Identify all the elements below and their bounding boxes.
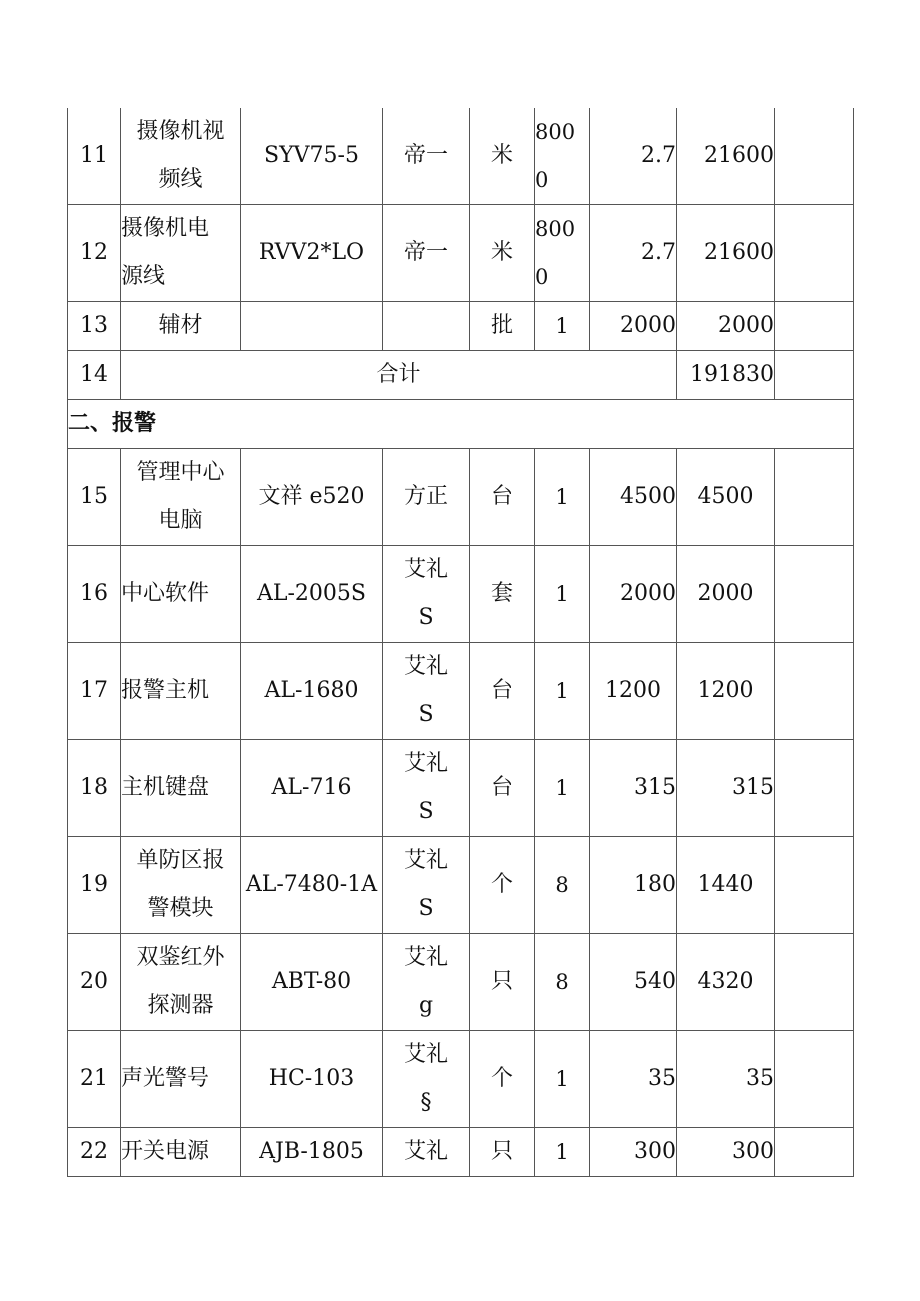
- item-note: [775, 740, 854, 837]
- item-quantity: 1: [535, 1128, 590, 1177]
- item-brand: 艾礼: [383, 1128, 470, 1177]
- item-quantity: 8: [535, 837, 590, 934]
- table-row: [68, 302, 854, 351]
- item-name: 主机键盘: [121, 740, 241, 837]
- table-row: [68, 837, 854, 934]
- item-name: 双鉴红外 探测器: [121, 934, 241, 1031]
- item-amount: 2000: [677, 546, 775, 643]
- item-model: HC-103: [241, 1031, 383, 1128]
- item-model: AL-1680: [241, 643, 383, 740]
- row-number: 20: [68, 934, 121, 1031]
- item-quantity: 1: [535, 740, 590, 837]
- item-unit: 只: [470, 1128, 535, 1177]
- item-unit-price: 4500: [590, 449, 677, 546]
- item-model: AL-2005S: [241, 546, 383, 643]
- item-unit-price: 2000: [590, 546, 677, 643]
- row-number: 21: [68, 1031, 121, 1128]
- row-number: 17: [68, 643, 121, 740]
- item-unit-price: 300: [590, 1128, 677, 1177]
- item-unit: 台: [470, 740, 535, 837]
- item-brand: 方正: [383, 449, 470, 546]
- item-quantity: 800 0: [535, 108, 590, 205]
- item-amount: 315: [677, 740, 775, 837]
- total-row: [68, 351, 854, 400]
- item-unit-price: 315: [590, 740, 677, 837]
- item-unit: 米: [470, 108, 535, 205]
- row-number: 19: [68, 837, 121, 934]
- item-amount: 4320: [677, 934, 775, 1031]
- item-unit: 台: [470, 449, 535, 546]
- item-model: ABT-80: [241, 934, 383, 1031]
- item-amount: 21600: [677, 205, 775, 302]
- item-note: [775, 546, 854, 643]
- item-name: 管理中心 电脑: [121, 449, 241, 546]
- table-row: [68, 546, 854, 643]
- item-quantity: 800 0: [535, 205, 590, 302]
- item-name: 单防区报 警模块: [121, 837, 241, 934]
- item-unit: 台: [470, 643, 535, 740]
- total-amount: 191830: [677, 351, 775, 400]
- item-name: 声光警号: [121, 1031, 241, 1128]
- item-note: [775, 302, 854, 351]
- row-number: 22: [68, 1128, 121, 1177]
- item-brand: [383, 302, 470, 351]
- item-amount: 21600: [677, 108, 775, 205]
- item-name: 报警主机: [121, 643, 241, 740]
- item-unit: 套: [470, 546, 535, 643]
- row-number: 16: [68, 546, 121, 643]
- item-model: 文祥 e520: [241, 449, 383, 546]
- equipment-table: [67, 108, 854, 1177]
- item-note: [775, 205, 854, 302]
- table-row: [68, 643, 854, 740]
- item-model: AL-7480-1A: [241, 837, 383, 934]
- item-brand: 艾礼 g: [383, 934, 470, 1031]
- item-amount: 1200: [677, 643, 775, 740]
- item-quantity: 1: [535, 546, 590, 643]
- item-unit: 米: [470, 205, 535, 302]
- table-row: [68, 1128, 854, 1177]
- item-amount: 2000: [677, 302, 775, 351]
- item-unit: 个: [470, 1031, 535, 1128]
- item-unit-price: 180: [590, 837, 677, 934]
- item-name: 中心软件: [121, 546, 241, 643]
- item-name: 摄像机电 源线: [121, 205, 241, 302]
- item-note: [775, 643, 854, 740]
- item-note: [775, 1031, 854, 1128]
- item-quantity: 8: [535, 934, 590, 1031]
- item-unit-price: 2000: [590, 302, 677, 351]
- section-header-row: [68, 400, 854, 449]
- table-row: [68, 108, 854, 205]
- item-note: [775, 837, 854, 934]
- item-quantity: 1: [535, 302, 590, 351]
- table-row: [68, 934, 854, 1031]
- row-number: 18: [68, 740, 121, 837]
- item-note: [775, 934, 854, 1031]
- item-unit-price: 540: [590, 934, 677, 1031]
- item-note: [775, 108, 854, 205]
- table-row: [68, 449, 854, 546]
- item-brand: 艾礼 S: [383, 837, 470, 934]
- row-number: 12: [68, 205, 121, 302]
- item-unit-price: 1200: [590, 643, 677, 740]
- item-unit: 只: [470, 934, 535, 1031]
- item-brand: 艾礼 S: [383, 546, 470, 643]
- item-amount: 1440: [677, 837, 775, 934]
- item-brand: 帝一: [383, 108, 470, 205]
- section-title: 二、报警: [68, 400, 854, 449]
- item-unit: 批: [470, 302, 535, 351]
- row-number: 14: [68, 351, 121, 400]
- item-unit-price: 2.7: [590, 205, 677, 302]
- item-brand: 艾礼 S: [383, 740, 470, 837]
- item-unit: 个: [470, 837, 535, 934]
- item-brand: 帝一: [383, 205, 470, 302]
- item-amount: 4500: [677, 449, 775, 546]
- item-amount: 35: [677, 1031, 775, 1128]
- item-unit-price: 35: [590, 1031, 677, 1128]
- item-brand: 艾礼 S: [383, 643, 470, 740]
- table-row: [68, 205, 854, 302]
- row-number: 15: [68, 449, 121, 546]
- item-model: AJB-1805: [241, 1128, 383, 1177]
- item-unit-price: 2.7: [590, 108, 677, 205]
- item-quantity: 1: [535, 643, 590, 740]
- item-name: 开关电源: [121, 1128, 241, 1177]
- item-model: SYV75-5: [241, 108, 383, 205]
- item-name: 辅材: [121, 302, 241, 351]
- item-quantity: 1: [535, 1031, 590, 1128]
- item-note: [775, 449, 854, 546]
- item-model: [241, 302, 383, 351]
- table-row: [68, 740, 854, 837]
- item-quantity: 1: [535, 449, 590, 546]
- total-note: [775, 351, 854, 400]
- row-number: 13: [68, 302, 121, 351]
- item-note: [775, 1128, 854, 1177]
- row-number: 11: [68, 108, 121, 205]
- total-label: 合计: [121, 351, 677, 400]
- item-name: 摄像机视 频线: [121, 108, 241, 205]
- item-model: AL-716: [241, 740, 383, 837]
- table-row: [68, 1031, 854, 1128]
- item-brand: 艾礼 §: [383, 1031, 470, 1128]
- item-amount: 300: [677, 1128, 775, 1177]
- item-model: RVV2*LO: [241, 205, 383, 302]
